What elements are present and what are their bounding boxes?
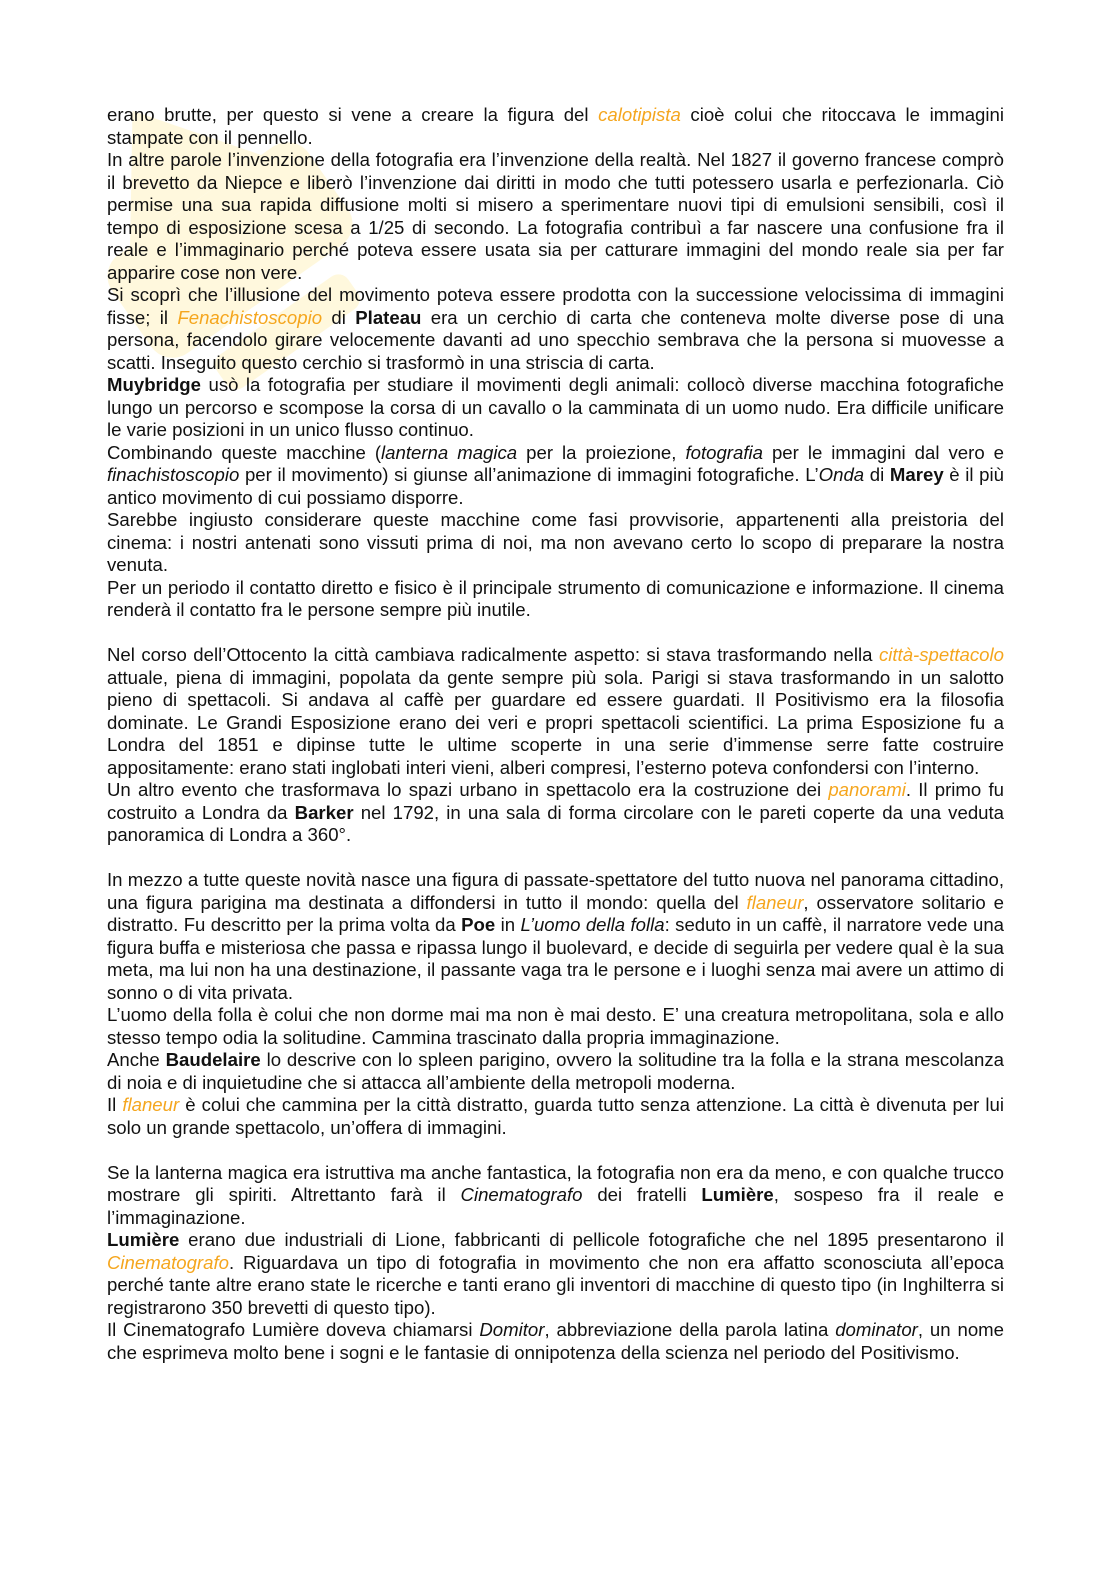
- highlighted-term: flaneur: [746, 891, 804, 913]
- paragraph: [107, 869, 1004, 1004]
- text-run: usò la fotografia per studiare il movimenti degli animali: collocò diverse macchina fotografiche lungo un percorso e scompose la corsa di un cavallo o la camminata di un uomo nudo. Era difficile unificare le varie posizioni in un unico flusso continuo.: [107, 374, 1004, 440]
- paragraph: [107, 1004, 1004, 1049]
- text-run: Combinando queste macchine (: [107, 441, 382, 463]
- italic-term: fotografia: [685, 441, 763, 463]
- text-run: Sarebbe ingiusto considerare queste macchine come fasi provvisorie, appartenenti alla preistoria del cinema: i nostri antenati sono vissuti prima di noi, ma non avevano certo lo scopo di preparare la nostra venuta.: [107, 509, 1004, 575]
- highlighted-term: città-spettacolo: [878, 644, 1004, 665]
- paragraph: [107, 779, 1004, 847]
- text-run: di: [864, 464, 890, 485]
- paragraph: [107, 1049, 1004, 1094]
- document-body: [107, 104, 1004, 1364]
- text-run: Si scoprì che l’illusione del movimento poteva essere prodotta con la successione velocissima di immagini fisse; il: [107, 284, 1004, 328]
- text-run: era un cerchio di carta che conteneva molte diverse pose di una persona, facendolo girare velocemente davanti ad uno specchio sembrava che la persona si muovesse a scatti. Inseguito questo cerchio si trasformò in una striscia di carta.: [107, 306, 1004, 373]
- text-run: Nel corso dell’Ottocento la città cambiava radicalmente aspetto: si stava trasformando nella: [107, 644, 879, 665]
- text-run: è il più antico movimento di cui possiamo disporre.: [107, 464, 1004, 508]
- highlighted-term: calotipista: [598, 104, 681, 125]
- text-run: per la proiezione,: [517, 441, 686, 463]
- text-run: dei fratelli: [582, 1184, 702, 1205]
- highlighted-term: Fenachistoscopio: [177, 306, 323, 328]
- paragraph: [107, 1094, 1004, 1139]
- paragraph: [107, 509, 1004, 577]
- bold-term: Lumière: [701, 1184, 774, 1205]
- text-run: Il: [107, 1094, 123, 1115]
- bold-term: Muybridge: [107, 374, 202, 395]
- italic-term: Cinematografo: [460, 1184, 583, 1205]
- italic-term: Onda: [818, 464, 865, 485]
- bold-term: Marey: [889, 464, 944, 485]
- paragraph: [107, 1229, 1004, 1319]
- text-run: in: [495, 914, 521, 935]
- text-run: per il movimento) si giunse all’animazione di immagini fotografiche. L’: [239, 464, 819, 485]
- text-run: In altre parole l’invenzione della fotografia era l’invenzione della realtà. Nel 1827 il governo francese comprò il brevetto da Niepce e liberò l’invenzione dai diritti in modo che tutti potessero usarla e perfezionarla. Ciò permise una sua rapida diffusione molti si misero a sperimentare nuovi tipi di emulsioni sensibili, così il tempo di esposizione scesa a 1/25 di secondo. La fotografia contribuì a far nascere una confusione fra il reale e l’immaginario perché poteva essere usata sia per catturare immagini del mondo reale sia per far apparire cose non vere.: [107, 149, 1004, 283]
- paragraph: [107, 374, 1004, 442]
- highlighted-term: panorami: [828, 779, 906, 800]
- bold-term: Lumière: [107, 1229, 180, 1250]
- bold-term: Barker: [294, 801, 354, 823]
- text-run: . Il primo fu costruito a Londra da: [107, 779, 1004, 823]
- text-run: : seduto in un caffè, il narratore vede una figura buffa e misteriosa che passa e ripassa lungo il buolevard, e decide di seguirla per vedere qual è la sua meta, ma lui non ha una destinazione, il passante vaga tra le persone e i luoghi senza mai avere un attimo di sonno o di vita privata.: [107, 914, 1005, 1003]
- bold-term: Plateau: [355, 306, 422, 328]
- text-run: Anche: [107, 1049, 166, 1070]
- text-run: cioè colui che ritoccava le immagini stampate con il pennello.: [107, 104, 1004, 148]
- text-run: attuale, piena di immagini, popolata da gente sempre più sola. Parigi si stava trasformando in un salotto pieno di spettacoli. Si andava al caffè per guardare ed essere guardati. Il Positivismo era la filosofia dominate. Le Grandi Esposizione erano dei veri e propri spettacoli scientifici. La prima Esposizione fu a Londra del 1851 e dipinse tutte le ultime scoperte in una serie d’immense serre fatte costruire appositamente: erano stati inglobati interi vieni, alberi compresi, l’esterno poteva confondersi con l’interno.: [107, 666, 1004, 778]
- paragraph: [107, 284, 1004, 374]
- text-run: Un altro evento che trasformava lo spazi urbano in spettacolo era la costruzione dei: [107, 779, 829, 800]
- text-run: nel 1792, in una sala di forma circolare con le pareti coperte da una veduta panoramica di Londra a 360°.: [107, 801, 1005, 845]
- text-run: per le immagini dal vero e: [762, 441, 1004, 463]
- bold-term: Baudelaire: [165, 1049, 261, 1070]
- text-run: . Riguardava un tipo di fotografia in movimento che non era affatto sconosciuta all’epoca perché tante altre erano state le ricerche e tanti erano gli inventori di macchine di questo tipo (in Inghilterra si registrarono 350 brevetti di questo tipo).: [107, 1251, 1004, 1318]
- italic-term: finachistoscopio: [107, 464, 240, 485]
- paragraph: [107, 577, 1004, 622]
- highlighted-term: flaneur: [122, 1094, 180, 1115]
- paragraph: [107, 442, 1004, 510]
- text-run: , sospeso fra il reale e l’immaginazione.: [107, 1184, 1004, 1228]
- text-run: erano brutte, per questo si vene a creare la figura del: [107, 104, 599, 125]
- italic-term: Domitor: [479, 1319, 545, 1340]
- highlighted-term: Cinematografo: [107, 1251, 229, 1273]
- text-run: Se la lanterna magica era istruttiva ma anche fantastica, la fotografia non era da meno, e con qualche trucco mostrare gli spiriti. Altrettanto farà il: [107, 1161, 1004, 1205]
- text-run: , abbreviazione della parola latina: [544, 1319, 836, 1340]
- paragraph: [107, 644, 1004, 779]
- paragraph: [107, 149, 1004, 284]
- bold-term: Poe: [461, 914, 496, 935]
- text-run: , osservatore solitario e distratto. Fu descritto per la prima volta da: [107, 891, 1004, 935]
- text-run: L’uomo della folla è colui che non dorme mai ma non è mai desto. E’ una creatura metropolitana, sola e allo stesso tempo odia la solitudine. Cammina trascinato dalla propria immaginazione.: [107, 1004, 1004, 1048]
- italic-term: L’uomo della folla: [520, 914, 665, 935]
- paragraph: [107, 104, 1004, 149]
- text-run: Per un periodo il contatto diretto e fisico è il principale strumento di comunicazione e informazione. Il cinema renderà il contatto fra le persone sempre più inutile.: [107, 576, 1004, 620]
- paragraph: [107, 1162, 1004, 1230]
- paragraph: [107, 1319, 1004, 1364]
- text-run: lo descrive con lo spleen parigino, ovvero la solitudine tra la folla e la strana mescolanza di noia e di inquietudine che si attacca all’ambiente della metropoli moderna.: [107, 1049, 1004, 1093]
- text-run: In mezzo a tutte queste novità nasce una figura di passate-spettatore del tutto nuova nel panorama cittadino, una figura parigina ma destinata a diffondersi in tutto il mondo: quella del: [107, 869, 1004, 913]
- text-run: erano due industriali di Lione, fabbricanti di pellicole fotografiche che nel 1895 presentarono il: [179, 1229, 1004, 1250]
- text-run: Il Cinematografo Lumière doveva chiamarsi: [107, 1319, 480, 1340]
- text-run: è colui che cammina per la città distratto, guarda tutto senza attenzione. La città è divenuta per lui solo un grande spettacolo, un’offera di immagini.: [107, 1094, 1004, 1138]
- italic-term: dominator: [835, 1319, 918, 1340]
- text-run: di: [322, 306, 356, 328]
- text-run: , un nome che esprimeva molto bene i sogni e le fantasie di onnipotenza della scienza nel periodo del Positivismo.: [107, 1319, 1004, 1363]
- italic-term: lanterna magica: [381, 441, 518, 463]
